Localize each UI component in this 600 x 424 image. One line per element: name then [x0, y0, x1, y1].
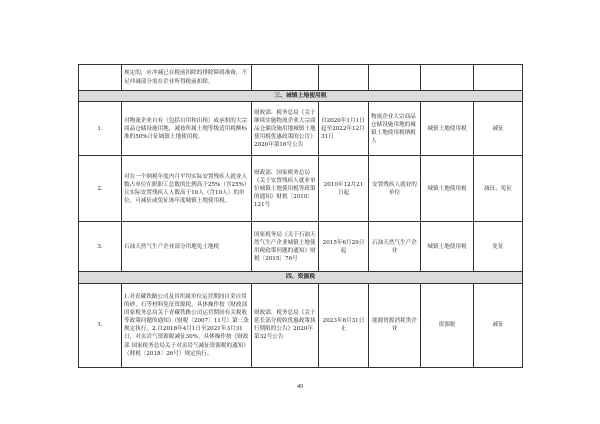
cell-number: 1.: [79, 283, 122, 367]
cell-basis: 财政部、国家税务总局《关于安置残疾人就业单位城镇土地使用税等政策的通知》财税〔2010〕121号: [252, 156, 319, 222]
cell-method: 减征: [474, 283, 523, 367]
cell-content: 对在一个纳税年度内月平均实际安置残疾人就业人数占单位在职职工总数的比例高于25%（含25%）且实际安置残疾人人数高于10人（含10人）的单位，可减征或免征该年度城镇土地使用税。: [122, 156, 252, 222]
cell-subject: 物流企业大宗商品仓储设施用地的城镇土地使用税纳税人: [369, 102, 421, 156]
table-row: [79, 102, 523, 156]
section-title: 三、城镇土地使用税: [79, 91, 523, 102]
tax-policy-table: [78, 64, 523, 368]
cell-number: 2.: [79, 156, 122, 222]
cell-content: 石油天然气生产企业部分用地免土地税: [122, 222, 252, 272]
cell-period: 2010年12月21日起: [319, 156, 369, 222]
cell-empty: [252, 65, 319, 91]
cell-period: 2015年6月29日起: [319, 222, 369, 272]
cell-empty: [474, 65, 523, 91]
cell-empty: [421, 65, 474, 91]
section-title: 四、资源税: [79, 272, 523, 283]
section-header-row: [79, 91, 523, 102]
cell-content: 对物流企业自有（包括自用和出租）或承租的大宗商品仓储设施用地，减按所属土地等级适用税额标准的50%计征城镇土地使用税。: [122, 102, 252, 156]
cell-method: 免征: [474, 222, 523, 272]
cell-basis: 国家税务局《关于石油天然气生产企业城镇土地使用税政策问题的通知》财税〔2015〕76号: [252, 222, 319, 272]
cell-method: 减征、免征: [474, 156, 523, 222]
table-row-continued: [79, 65, 523, 91]
cell-method: 减征: [474, 102, 523, 156]
table-row: [79, 156, 523, 222]
cell-period: 自2020年1月1日起至2022年12月31日: [319, 102, 369, 156]
cell-number: 3.: [79, 222, 122, 272]
cell-content: 规定的，应冲减已在税前扣除的排除障碍准备，不足冲减部分需在企业所得税前扣除。: [122, 65, 252, 91]
cell-number: 1.: [79, 102, 122, 156]
page-number: 49: [297, 384, 303, 390]
cell-empty: [319, 65, 369, 91]
cell-content: 1.对青藏铁路公司及其所属单位运营期间自采自用的砂、石等材料免征资源税，具体操作按《财政部 国家税务总局关于青藏铁路公司运营期间有关税收等政策问题的通知》（财税〔2007〕11号）第三条规定执行。2.自2018年4月1日至2021年3月31日，对页岩气资源税减征30%。具体操作按《财政部 国家税务总局关于对页岩气减征资源税的通知》（财税〔2018〕26号）规定执行。: [122, 283, 252, 367]
table-row: [79, 283, 523, 367]
cell-tax: 城镇土地使用税: [421, 156, 474, 222]
cell-empty: [369, 65, 421, 91]
table-row: [79, 222, 523, 272]
cell-tax: 城镇土地使用税: [421, 102, 474, 156]
cell-empty: [79, 65, 122, 91]
cell-basis: 财政部、税务总局《关于延长部分税收优惠政策执行期限的公告》2020年第32号公告: [252, 283, 319, 367]
cell-subject: 安置残疾人就业的单位: [369, 156, 421, 222]
cell-subject: 能源资源消耗类企业: [369, 283, 421, 367]
cell-subject: 石油天然气生产企业: [369, 222, 421, 272]
section-header-row: [79, 272, 523, 283]
cell-tax: 城镇土地使用税: [421, 222, 474, 272]
cell-basis: 财政部、税务总局《关于继续实施物流企业大宗商品仓储设施用地城镇土地使用税优惠政策的公告》2020年第16号公告: [252, 102, 319, 156]
cell-period: 2023年8月31日止: [319, 283, 369, 367]
cell-tax: 资源税: [421, 283, 474, 367]
